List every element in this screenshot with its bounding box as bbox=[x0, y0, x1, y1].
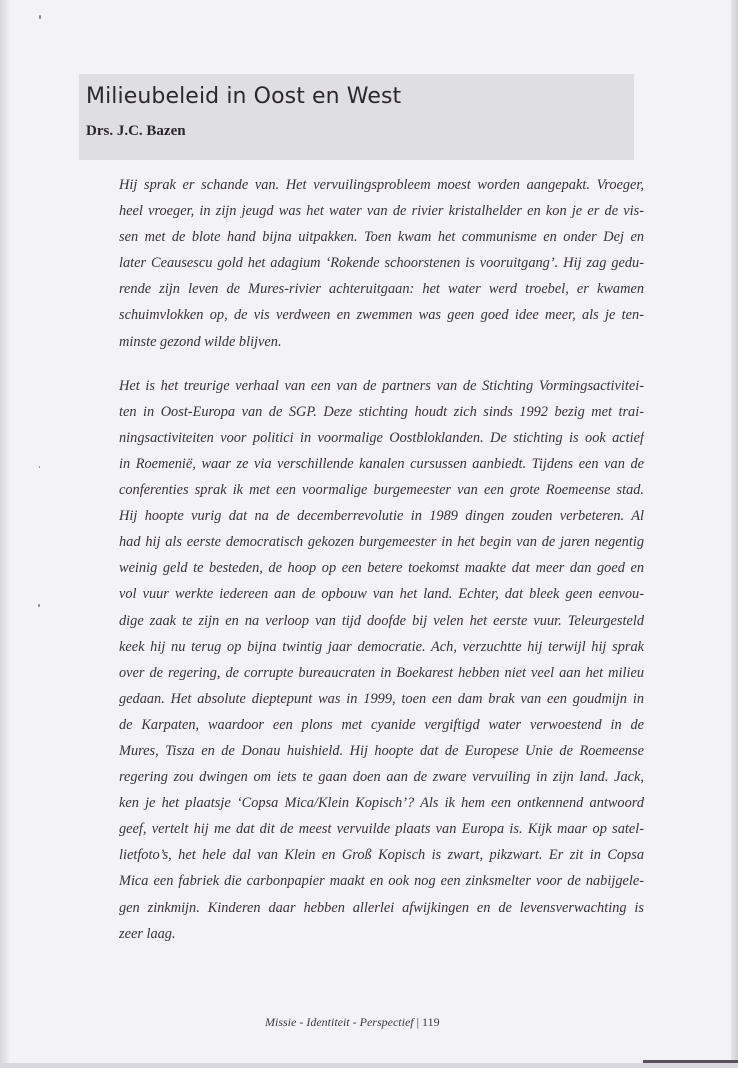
scan-speck bbox=[38, 604, 40, 607]
text-line: gedaan. Het absolute dieptepunt was in 1999, toen een dam brak van een goudmijn in bbox=[119, 690, 644, 707]
text-line: ken je het plaatsje ‘Copsa Mica/Klein Kopisch’? Als ik hem een ontkennend antwoord bbox=[119, 795, 644, 812]
text-line: in Roemenië, waar ze via verschillende kanalen cursussen aanbiedt. Tijdens een van de bbox=[119, 455, 644, 472]
scan-speck bbox=[39, 15, 41, 19]
article-author: Drs. J.C. Bazen bbox=[86, 123, 186, 139]
text-line: ten in Oost-Europa van de SGP. Deze stichting houdt zich sinds 1992 bezig met trai- bbox=[119, 403, 644, 420]
text-line: dige zaak te zijn en na verloop van tijd doofde bij velen het eerste vuur. Teleurgesteld bbox=[119, 612, 644, 629]
text-line: Mica een fabriek die carbonpapier maakt en ook nog een zinksmelter voor de nabijgele- bbox=[119, 873, 644, 890]
scan-speck bbox=[39, 466, 40, 468]
page-binding-shadow bbox=[0, 0, 10, 1068]
page-edge-right bbox=[731, 0, 738, 1068]
text-line: keek hij nu terug op bijna twintig jaar democratie. Ach, verzuchtte hij terwijl hij sprak bbox=[119, 638, 644, 655]
text-line: had hij als eerste democratisch gekozen burgemeester in het begin van de jaren negentig bbox=[119, 534, 644, 551]
text-line: heel vroeger, in zijn jeugd was het water van de rivier kristalhelder en kon je er de vis- bbox=[119, 203, 644, 220]
text-line: zeer laag. bbox=[119, 925, 176, 942]
page-number: 119 bbox=[422, 1015, 440, 1029]
text-line: de Karpaten, waardoor een plons met cyanide vergiftigd water verwoestend in de bbox=[119, 716, 644, 733]
text-line: weinig geld te besteden, de hoop op een betere toekomst maakte dat meer dan goed en bbox=[119, 560, 644, 577]
paragraph-2 bbox=[119, 373, 644, 947]
text-line: schuimvlokken op, de vis verdween en zwemmen was geen goed idee meer, als je ten- bbox=[119, 307, 644, 324]
text-line: sen met de blote hand bijna uitpakken. Toen kwam het communisme en onder Dej en bbox=[119, 229, 644, 246]
text-line: lietfoto’s, het hele dal van Klein en Groß Kopisch is zwart, pikzwart. Er zit in Copsa bbox=[119, 847, 644, 864]
text-line: later Ceausescu gold het adagium ‘Rokende schoorstenen is vooruitgang’. Hij zag gedu- bbox=[119, 255, 644, 272]
article-body bbox=[119, 172, 644, 947]
footer-separator: | bbox=[416, 1015, 420, 1029]
text-line: vol vuur werkte iedereen aan de opbouw van het land. Echter, dat bleek geen eenvou- bbox=[119, 586, 644, 603]
paragraph-1 bbox=[119, 172, 644, 355]
text-line: over de regering, de corrupte bureaucraten in Boekarest hebben niet veel aan het milieu bbox=[119, 664, 644, 681]
text-line: Het is het treurige verhaal van een van de partners van de Stichting Vormingsactivitei- bbox=[119, 377, 644, 394]
text-line: Hij sprak er schande van. Het vervuilingsprobleem moest worden aangepakt. Vroeger, bbox=[119, 177, 644, 193]
text-line: regering zou dwingen om iets te gaan doen aan de zware vervuiling in zijn land. Jack, bbox=[119, 769, 644, 786]
text-line: Mures, Tisza en de Donau huishield. Hij hoopte dat de Europese Unie de Roemeense bbox=[119, 742, 644, 759]
bottom-edge-mark bbox=[643, 1060, 738, 1063]
text-line: minste gezond wilde blijven. bbox=[119, 333, 282, 350]
text-line: geef, vertelt hij me dat dit de meest vervuilde plaats van Europa is. Kijk maar op satel- bbox=[119, 821, 644, 838]
text-line: gen zinkmijn. Kinderen daar hebben allerlei afwijkingen en de levensverwachting is bbox=[119, 899, 644, 916]
text-line: conferenties sprak ik met een voormalige burgemeester van een grote Roemeense stad. bbox=[119, 482, 644, 499]
page-footer bbox=[265, 1015, 440, 1030]
running-title: Missie - Identiteit - Perspectief bbox=[265, 1015, 414, 1029]
text-line: Hij hoopte vurig dat na de decemberrevolutie in 1989 dingen zouden verbeteren. Al bbox=[119, 508, 644, 525]
text-line: rende zijn leven de Mures-rivier achteruitgaan: het water werd troebel, er kwamen bbox=[119, 281, 644, 298]
text-line: ningsactiviteiten voor politici in voormalige Oostbloklanden. De stichting is ook actief bbox=[119, 429, 644, 446]
article-title: Milieubeleid in Oost en West bbox=[86, 84, 402, 109]
page-edge-bottom bbox=[0, 1063, 738, 1068]
